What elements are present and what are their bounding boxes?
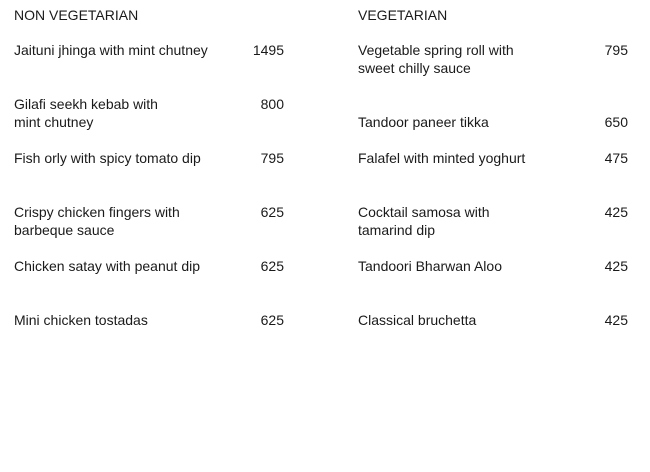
item-price: 1495 — [252, 42, 284, 58]
item-name: Cocktail samosa with tamarind dip — [358, 204, 490, 238]
item-name: Vegetable spring roll with sweet chilly sauce — [358, 42, 514, 76]
item-name: Tandoor paneer tikka — [358, 114, 489, 130]
menu-item — [358, 257, 628, 311]
non-vegetarian-section — [14, 6, 284, 365]
menu-item — [14, 149, 284, 203]
item-name: Classical bruchetta — [358, 312, 477, 328]
item-name: Gilafi seekh kebab with mint chutney — [14, 96, 158, 130]
item-price: 425 — [604, 258, 628, 274]
item-price: 625 — [260, 312, 284, 328]
item-name: Chicken satay with peanut dip — [14, 258, 200, 274]
menu-item — [14, 41, 284, 95]
menu-item — [358, 149, 628, 203]
item-name: Jaituni jhinga with mint chutney — [14, 42, 208, 58]
item-price: 425 — [604, 204, 628, 220]
menu-item — [358, 311, 628, 365]
menu-item — [358, 95, 628, 149]
menu-item — [14, 257, 284, 311]
menu-item — [358, 41, 628, 95]
item-price: 625 — [260, 204, 284, 220]
item-price: 800 — [260, 96, 284, 112]
item-price: 650 — [604, 114, 628, 130]
menu-item — [358, 203, 628, 257]
item-price: 795 — [260, 150, 284, 166]
section-heading: VEGETARIAN — [358, 7, 448, 23]
item-name: Fish orly with spicy tomato dip — [14, 150, 201, 166]
item-name: Falafel with minted yoghurt — [358, 150, 526, 166]
item-price: 795 — [604, 42, 628, 58]
vegetarian-section — [358, 6, 628, 365]
section-heading: NON VEGETARIAN — [14, 7, 139, 23]
item-price: 625 — [260, 258, 284, 274]
item-name: Mini chicken tostadas — [14, 312, 148, 328]
item-price: 475 — [604, 150, 628, 166]
item-name: Tandoori Bharwan Aloo — [358, 258, 502, 274]
item-price: 425 — [604, 312, 628, 328]
menu-item — [14, 311, 284, 365]
item-name: Crispy chicken fingers with barbeque sauce — [14, 204, 180, 238]
menu-item — [14, 203, 284, 257]
menu-item — [14, 95, 284, 149]
